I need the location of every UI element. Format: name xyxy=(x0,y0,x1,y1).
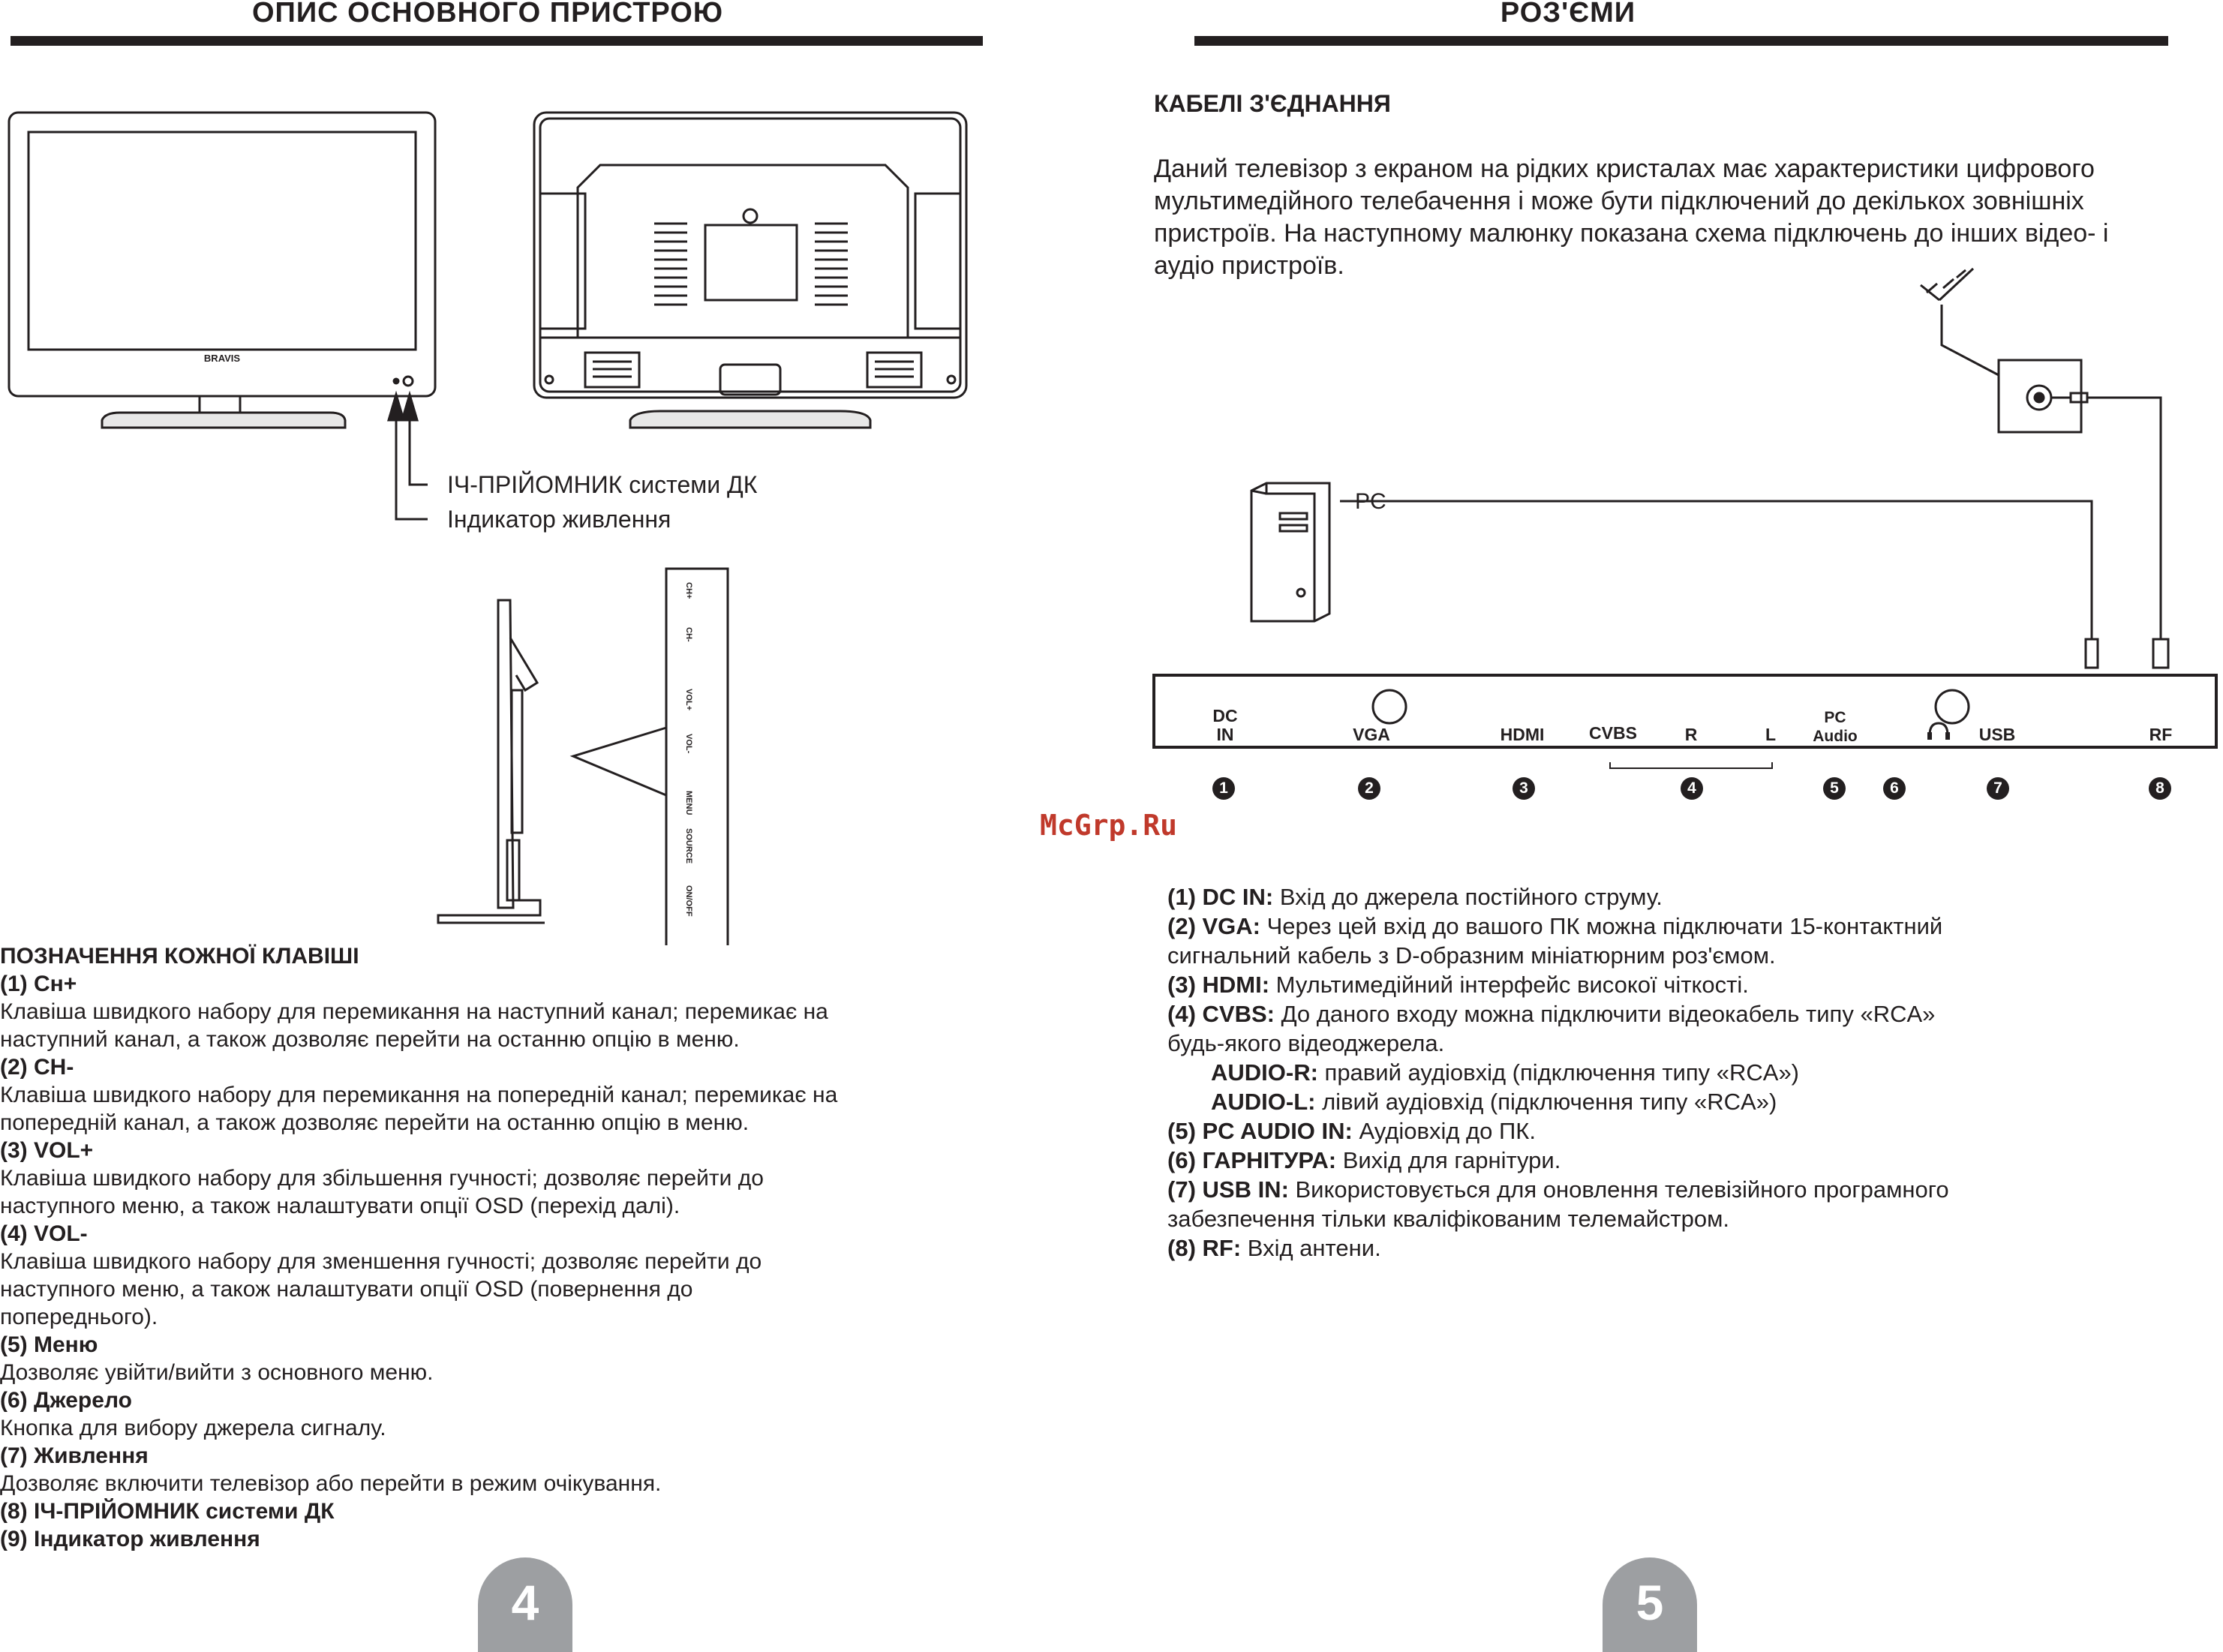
port-descriptions xyxy=(1167,882,2203,1263)
description-line: (2) VGA: Через цей вхід до вашого ПК можна підключати 15-контактний xyxy=(1167,913,1943,939)
key-item: (3) VOL+ Клавіша швидкого набору для збільшення гучності; дозволяє перейти до наступного меню, а також налаштувати опції OSD (перехід далі). xyxy=(0,1138,764,1218)
description-line: (6) ГАРНІТУРА: Вихід для гарнітури. xyxy=(1167,1147,1561,1173)
port-dc-in: DC IN xyxy=(1212,706,1238,744)
port-audio-r: R xyxy=(1684,725,1698,744)
port-rf: RF xyxy=(2149,725,2173,744)
description-line: (3) HDMI: Мультимедійний інтерфейс високої чіткості. xyxy=(1167,972,1749,998)
port-number-1: 1 xyxy=(1212,777,1235,800)
side-button-ch-plus: CH+ xyxy=(684,582,693,599)
pc-tower-drawing xyxy=(1251,483,1329,621)
keys-title: ПОЗНАЧЕННЯ КОЖНОЇ КЛАВІШІ xyxy=(0,944,359,969)
cables-title: КАБЕЛІ З'ЄДНАННЯ xyxy=(1154,90,1391,117)
right-header-rule xyxy=(1194,36,2168,46)
description-line: (8) RF: Вхід антени. xyxy=(1167,1235,1381,1261)
page-number-left: 4 xyxy=(478,1557,572,1652)
key-item: (7) Живлення Дозволяє включити телевізор або перейти в режим очікування. xyxy=(0,1443,662,1496)
key-item: (8) ІЧ-ПРІЙОМНИК системи ДК xyxy=(0,1499,335,1524)
tv-front-drawing xyxy=(9,113,435,428)
key-item: (2) CH- Клавіша швидкого набору для перемикання на попередній канал; перемикає на попередній канал, а також дозволяє перейти на останню опцію в меню. xyxy=(0,1055,838,1135)
antenna-drawing xyxy=(1194,269,2168,668)
side-button-onoff: ON/OFF xyxy=(684,885,693,917)
description-line: забезпечення тільки кваліфікованим телемайстром. xyxy=(1167,1206,1730,1232)
side-button-source: SOURCE xyxy=(684,828,693,864)
key-item: (6) Джерело Кнопка для вибору джерела сигналу. xyxy=(0,1388,386,1440)
right-page-header: РОЗ'ЄМИ xyxy=(1500,0,1636,29)
intro-paragraph: Даний телевізор з екраном на рідких кристалах має характеристики цифрового мультимедійного телебачення і може бути підключений до декількох зовнішніх пристроїв. На наступному малюнку показана схема підключень до інших відео- і аудіо пристроїв. xyxy=(1154,155,2109,280)
port-number-7: 7 xyxy=(1987,777,2009,800)
port-audio-l: L xyxy=(1765,725,1777,744)
key-item: (4) VOL- Клавіша швидкого набору для зменшення гучності; дозволяє перейти до наступного меню, а також налаштувати опції OSD (повернення до попереднього). xyxy=(0,1221,762,1329)
port-number-3: 3 xyxy=(1513,777,1535,800)
port-number-2: 2 xyxy=(1358,777,1380,800)
key-item: (1) Сн+ Клавіша швидкого набору для перемикання на наступний канал; перемикає на наступний канал, а також дозволяє перейти на останню опцію в меню. xyxy=(0,972,828,1052)
side-button-menu: MENU xyxy=(684,791,693,815)
side-button-vol-plus: VOL+ xyxy=(684,689,693,711)
pc-label: PC xyxy=(1355,489,1386,514)
port-hdmi: HDMI xyxy=(1500,725,1545,744)
headphone-icon xyxy=(1883,720,1906,743)
description-line: AUDIO-L: лівий аудіовхід (підключення типу «RCA») xyxy=(1211,1089,1777,1115)
description-line: AUDIO-R: правий аудіовхід (підключення типу «RCA») xyxy=(1211,1059,1800,1086)
port-pc-audio: PC Audio xyxy=(1813,709,1858,745)
port-number-8: 8 xyxy=(2149,777,2171,800)
description-line: будь-якого відеоджерела. xyxy=(1167,1030,1445,1056)
tv-brand: BRAVIS xyxy=(203,353,241,364)
watermark: McGrp.Ru xyxy=(1040,809,1178,842)
description-line: (4) CVBS: До даного входу можна підключити відеокабель типу «RCA» xyxy=(1167,1001,1936,1027)
description-line: (1) DC IN: Вхід до джерела постійного струму. xyxy=(1167,884,1663,910)
left-header-rule xyxy=(11,36,983,46)
description-line: (7) USB IN: Використовується для оновлення телевізійного програмного xyxy=(1167,1176,1949,1203)
port-cvbs: CVBS xyxy=(1589,723,1637,743)
description-line: сигнальний кабель з D-образним мініатюрним роз'ємом. xyxy=(1167,942,1776,969)
key-item: (5) Меню Дозволяє увійти/вийти з основного меню. xyxy=(0,1332,434,1385)
port-usb: USB xyxy=(1978,725,2016,744)
left-page-header: ОПИС ОСНОВНОГО ПРИСТРОЮ xyxy=(251,0,724,29)
callout-ir-receiver: ІЧ-ПРІЙОМНИК системи ДК xyxy=(447,471,758,498)
keys-section xyxy=(0,942,975,1553)
page-number-right: 5 xyxy=(1603,1557,1697,1652)
port-number-5: 5 xyxy=(1823,777,1846,800)
port-vga: VGA xyxy=(1353,725,1390,744)
tv-back-drawing xyxy=(534,113,966,428)
side-button-ch-minus: CH- xyxy=(684,627,693,642)
port-number-4: 4 xyxy=(1681,777,1703,800)
key-item: (9) Індикатор живлення xyxy=(0,1527,260,1551)
side-button-vol-minus: VOL- xyxy=(684,734,693,754)
callout-power-indicator: Індикатор живлення xyxy=(447,506,671,533)
description-line: (5) PC AUDIO IN: Аудіовхід до ПК. xyxy=(1167,1118,1536,1144)
port-number-6: 6 xyxy=(1883,777,1906,800)
